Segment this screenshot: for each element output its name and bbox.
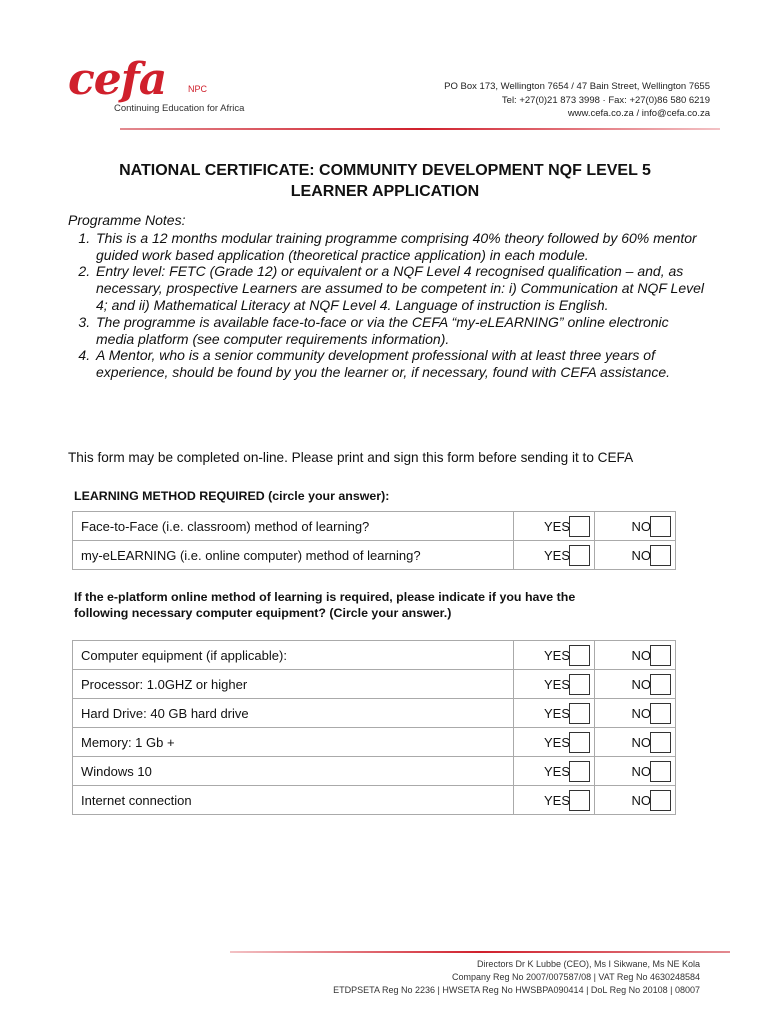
yes-checkbox[interactable] xyxy=(569,545,590,566)
logo-tagline: Continuing Education for Africa xyxy=(114,103,245,114)
cefa-logo xyxy=(64,54,284,128)
header-divider xyxy=(120,128,720,130)
programme-notes xyxy=(68,212,708,381)
footer-divider xyxy=(230,951,730,953)
yes-checkbox[interactable] xyxy=(569,516,590,537)
no-label: NO xyxy=(631,676,651,692)
learning-method-heading: LEARNING METHOD REQUIRED (circle your answer): xyxy=(74,489,390,503)
notes-heading: Programme Notes: xyxy=(68,212,186,228)
row-label: my-eLEARNING (i.e. online computer) method of learning? xyxy=(73,541,514,570)
yes-checkbox[interactable] xyxy=(569,674,590,695)
yes-checkbox[interactable] xyxy=(569,645,590,666)
note-item: 4. A Mentor, who is a senior community development professional with at least three years of experience, should be found by you the learner or, if necessary, found with CEFA assistance. xyxy=(94,347,708,381)
logo-wordmark: cefa xyxy=(68,54,167,105)
yes-cell xyxy=(514,670,595,699)
no-checkbox[interactable] xyxy=(650,703,671,724)
table-row xyxy=(73,512,676,541)
learning-method-table xyxy=(72,511,676,570)
no-label: NO xyxy=(631,763,651,779)
row-label: Memory: 1 Gb + xyxy=(73,728,514,757)
footer xyxy=(333,958,700,997)
no-checkbox[interactable] xyxy=(650,645,671,666)
no-cell xyxy=(595,512,676,541)
table-row xyxy=(73,670,676,699)
table-row xyxy=(73,699,676,728)
no-label: NO xyxy=(631,705,651,721)
logo-npc: NPC xyxy=(188,84,208,94)
contact-web: www.cefa.co.za / info@cefa.co.za xyxy=(567,108,710,119)
row-label: Windows 10 xyxy=(73,757,514,786)
note-item: 1. This is a 12 months modular training programme comprising 40% theory followed by 60% mentor guided work based application (theoretical practice application) in each module. xyxy=(94,230,708,264)
yes-checkbox[interactable] xyxy=(569,703,590,724)
yes-cell xyxy=(514,512,595,541)
no-label: NO xyxy=(631,547,651,563)
row-label: Computer equipment (if applicable): xyxy=(73,641,514,670)
table-row xyxy=(73,541,676,570)
yes-cell xyxy=(514,786,595,815)
title-line-1: NATIONAL CERTIFICATE: COMMUNITY DEVELOPMENT NQF LEVEL 5 xyxy=(119,162,651,179)
yes-label: YES xyxy=(543,763,570,779)
yes-label: YES xyxy=(543,792,570,808)
no-checkbox[interactable] xyxy=(650,732,671,753)
contact-address: PO Box 173, Wellington 7654 / 47 Bain Street, Wellington 7655 xyxy=(444,81,710,92)
row-label: Hard Drive: 40 GB hard drive xyxy=(73,699,514,728)
contact-phone: Tel: +27(0)21 873 3998 · Fax: +27(0)86 580 6219 xyxy=(501,94,710,106)
no-cell xyxy=(595,757,676,786)
equipment-table xyxy=(72,640,676,815)
equipment-heading-line-1: If the e-platform online method of learning is required, please indicate if you have the xyxy=(74,590,576,604)
row-label: Internet connection xyxy=(73,786,514,815)
no-checkbox[interactable] xyxy=(650,545,671,566)
note-item: 3. The programme is available face-to-face or via the CEFA “my-eLEARNING” online electronic media platform (see computer requirements information). xyxy=(94,314,708,348)
title-line-2: LEARNER APPLICATION xyxy=(290,183,480,200)
no-checkbox[interactable] xyxy=(650,516,671,537)
contact-block xyxy=(444,80,710,121)
page-title xyxy=(0,160,770,202)
row-label: Processor: 1.0GHZ or higher xyxy=(73,670,514,699)
intro-text: This form may be completed on-line. Please print and sign this form before sending it to CEFA xyxy=(68,450,634,465)
table-row xyxy=(73,728,676,757)
yes-label: YES xyxy=(543,518,570,534)
table-row xyxy=(73,757,676,786)
no-cell xyxy=(595,641,676,670)
no-cell xyxy=(595,728,676,757)
row-label: Face-to-Face (i.e. classroom) method of learning? xyxy=(73,512,514,541)
no-label: NO xyxy=(631,518,651,534)
yes-cell xyxy=(514,699,595,728)
yes-cell xyxy=(514,757,595,786)
yes-checkbox[interactable] xyxy=(569,761,590,782)
note-item: 2. Entry level: FETC (Grade 12) or equivalent or a NQF Level 4 recognised qualification – and, as necessary, prospective Learners are assumed to be competent in: i) Communication at NQF Level 4; and ii) Mathematical Literacy at NQF Level 4. Language of instruction is English. xyxy=(94,263,708,313)
yes-checkbox[interactable] xyxy=(569,790,590,811)
no-label: NO xyxy=(631,647,651,663)
yes-label: YES xyxy=(543,705,570,721)
no-label: NO xyxy=(631,734,651,750)
yes-checkbox[interactable] xyxy=(569,732,590,753)
yes-label: YES xyxy=(543,547,570,563)
footer-directors: Directors Dr K Lubbe (CEO), Ms I Sikwane, Ms NE Kola xyxy=(476,959,700,969)
yes-cell xyxy=(514,641,595,670)
table-row xyxy=(73,641,676,670)
table-row xyxy=(73,786,676,815)
yes-label: YES xyxy=(543,676,570,692)
equipment-heading-line-2: following necessary computer equipment? (Circle your answer.) xyxy=(74,606,452,620)
yes-label: YES xyxy=(543,734,570,750)
yes-cell xyxy=(514,541,595,570)
no-checkbox[interactable] xyxy=(650,674,671,695)
yes-cell xyxy=(514,728,595,757)
no-cell xyxy=(595,786,676,815)
no-checkbox[interactable] xyxy=(650,790,671,811)
no-cell xyxy=(595,670,676,699)
no-checkbox[interactable] xyxy=(650,761,671,782)
equipment-heading xyxy=(74,589,575,621)
no-cell xyxy=(595,541,676,570)
yes-label: YES xyxy=(543,647,570,663)
no-label: NO xyxy=(631,792,651,808)
notes-list xyxy=(68,230,708,381)
no-cell xyxy=(595,699,676,728)
footer-accreditation: ETDPSETA Reg No 2236 | HWSETA Reg No HWSBPA090414 | DoL Reg No 20108 | 08007 xyxy=(333,985,700,995)
footer-company-reg: Company Reg No 2007/007587/08 | VAT Reg No 4630248584 xyxy=(451,972,700,982)
